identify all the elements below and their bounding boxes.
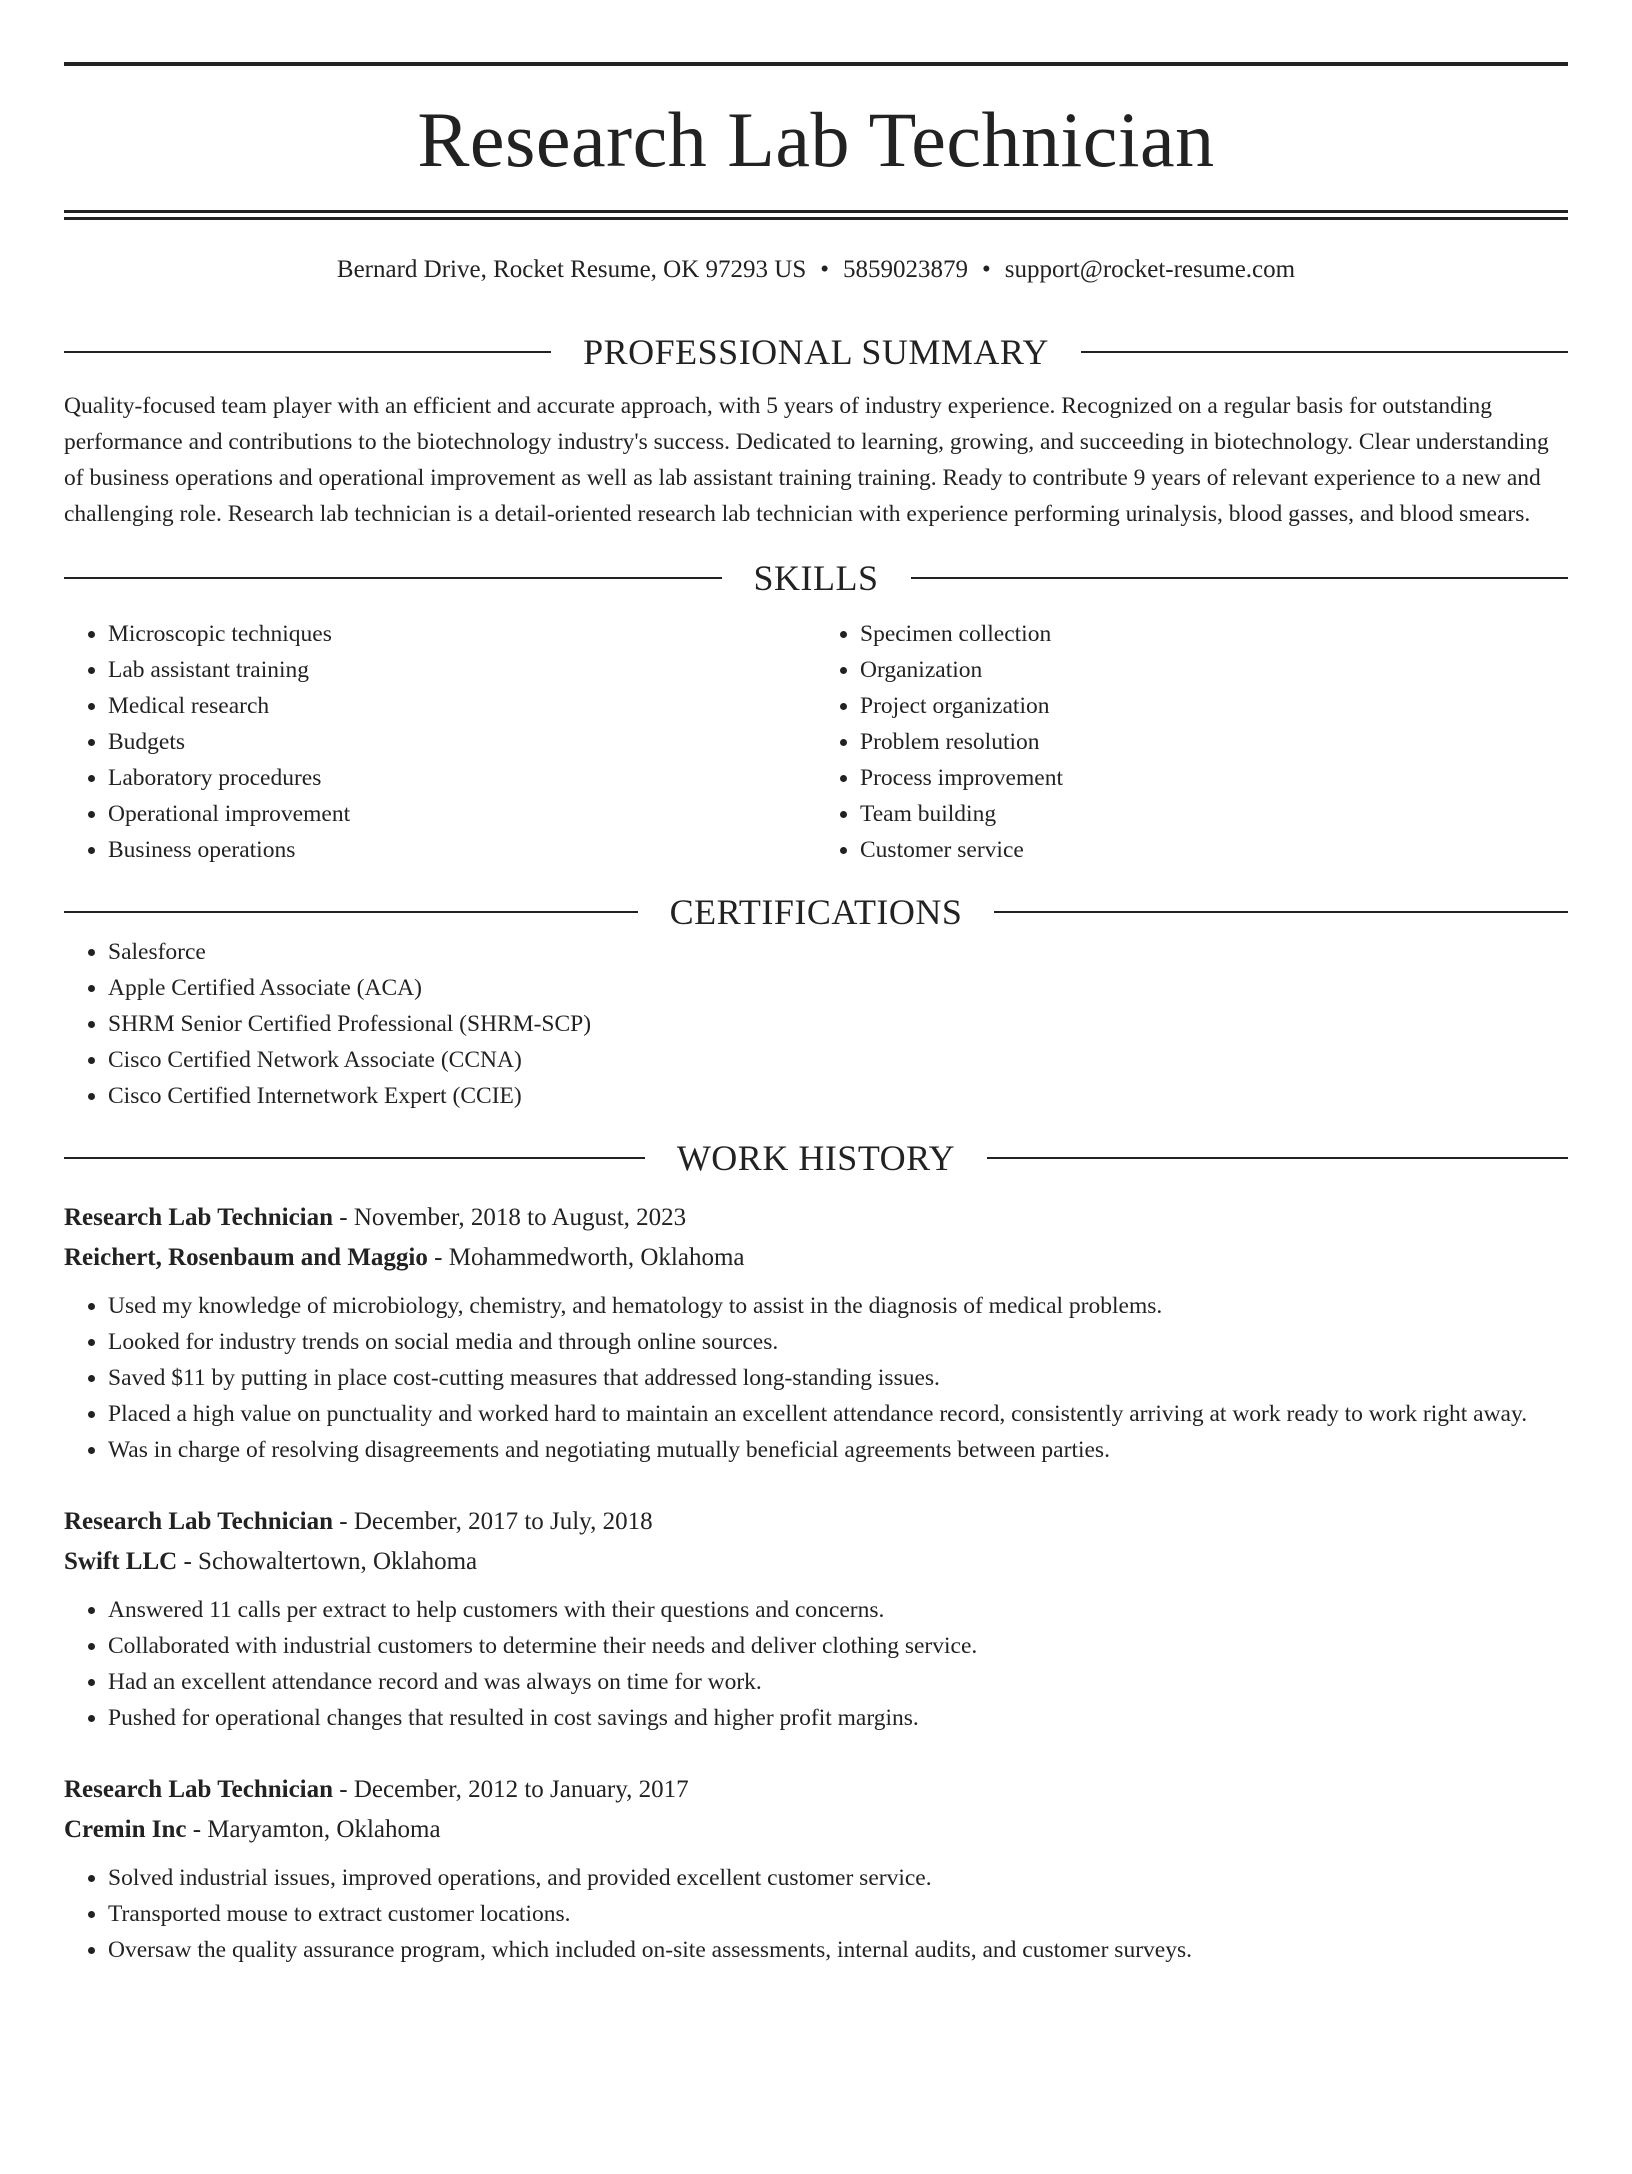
summary-section-heading [64, 330, 1568, 374]
contact-separator: • [820, 256, 830, 283]
job-bullet: • Transported mouse to extract customer locations. [108, 1896, 1568, 1932]
job-bullet: • Pushed for operational changes that resulted in cost savings and higher profit margins. [108, 1700, 1568, 1736]
skills-list-left [64, 616, 816, 868]
job-location: - Maryamton, Oklahoma [186, 1815, 441, 1843]
heading-rule-left [64, 1157, 645, 1159]
skill-item: • Specimen collection [860, 616, 1568, 652]
heading-rule-right [911, 577, 1569, 579]
job-title-line [64, 1770, 1568, 1810]
certification-item: • Cisco Certified Internetwork Expert (CCIE) [108, 1078, 1568, 1114]
job-dates: - November, 2018 to August, 2023 [333, 1203, 687, 1231]
job-company-line [64, 1238, 1568, 1278]
certification-item: • Apple Certified Associate (ACA) [108, 970, 1568, 1006]
contact-email: support@rocket-resume.com [1004, 256, 1296, 283]
skills-heading-label: SKILLS [753, 557, 879, 598]
job-company-line [64, 1810, 1568, 1850]
summary-text: Quality-focused team player with an efficient and accurate approach, with 5 years of industry experience. Recognized on a regular basis for outstanding performance and contributions to the biotechnology industry's success. Dedicated to learning, growing, and succeeding in biotechnology. Clear understanding of business operations and operational improvement as well as lab assistant training training. Ready to contribute 9 years of relevant experience to a new and challenging role. Research lab technician is a detail-oriented research lab technician with experience performing urinalysis, blood gasses, and blood smears. [64, 393, 1549, 527]
skills-list-right [816, 616, 1568, 868]
header-double-rule [64, 210, 1568, 220]
job-company: Reichert, Rosenbaum and Maggio [64, 1243, 428, 1271]
certifications-heading-label: CERTIFICATIONS [669, 891, 963, 932]
contact-separator: • [982, 256, 991, 283]
job-bullet: • Solved industrial issues, improved operations, and provided excellent customer service. [108, 1860, 1568, 1896]
skill-item: • Project organization [860, 688, 1568, 724]
skill-item: • Budgets [108, 724, 816, 760]
skill-item: • Lab assistant training [108, 652, 816, 688]
job-title-line [64, 1198, 1568, 1238]
job-company: Cremin Inc [64, 1815, 187, 1843]
job-bullet: • Used my knowledge of microbiology, chemistry, and hematology to assist in the diagnosis of medical problems. [108, 1288, 1568, 1324]
job-location: - Mohammedworth, Oklahoma [427, 1243, 745, 1271]
job-bullet: • Saved $11 by putting in place cost-cutting measures that addressed long-standing issues. [108, 1360, 1568, 1396]
heading-rule-right [1081, 351, 1568, 353]
job-title: Research Lab Technician [64, 1775, 334, 1803]
work-history-section-heading [64, 1136, 1568, 1180]
skill-item: • Operational improvement [108, 796, 816, 832]
job-bullets [64, 1860, 1568, 1968]
heading-rule-right [994, 911, 1568, 913]
skill-item: • Business operations [108, 832, 816, 868]
contact-line [64, 254, 1568, 286]
job-bullets [64, 1592, 1568, 1736]
skill-item: • Organization [860, 652, 1568, 688]
job-title: Research Lab Technician [64, 1203, 334, 1231]
heading-rule-left [64, 351, 551, 353]
job-bullet: • Looked for industry trends on social media and through online sources. [108, 1324, 1568, 1360]
contact-address: Bernard Drive, Rocket Resume, OK 97293 US [336, 256, 807, 283]
job-bullet: • Placed a high value on punctuality and worked hard to maintain an excellent attendance record, consistently arriving at work ready to work right away. [108, 1396, 1568, 1432]
skill-item: • Team building [860, 796, 1568, 832]
resume-page [0, 62, 1632, 2174]
job-bullet: • Collaborated with industrial customers to determine their needs and deliver clothing service. [108, 1628, 1568, 1664]
heading-rule-left [64, 577, 722, 579]
skill-item: • Process improvement [860, 760, 1568, 796]
job-title-line [64, 1502, 1568, 1542]
job-dates: - December, 2012 to January, 2017 [333, 1775, 689, 1803]
job-entry [64, 1502, 1568, 1736]
job-title: Research Lab Technician [64, 1507, 334, 1535]
skill-item: • Microscopic techniques [108, 616, 816, 652]
job-company: Swift LLC [64, 1547, 178, 1575]
resume-title: Research Lab Technician [417, 96, 1215, 183]
job-bullet: • Oversaw the quality assurance program, which included on-site assessments, internal audits, and customer surveys. [108, 1932, 1568, 1968]
job-bullet: • Was in charge of resolving disagreements and negotiating mutually beneficial agreements between parties. [108, 1432, 1568, 1468]
job-company-line [64, 1542, 1568, 1582]
skill-item: • Problem resolution [860, 724, 1568, 760]
skills-section-heading [64, 556, 1568, 600]
job-location: - Schowaltertown, Oklahoma [177, 1547, 478, 1575]
contact-phone: 5859023879 [843, 256, 969, 283]
job-entry [64, 1198, 1568, 1468]
header-top-rule [64, 62, 1568, 66]
work-history-heading-label: WORK HISTORY [676, 1137, 956, 1178]
heading-rule-right [987, 1157, 1568, 1159]
certifications-section-heading [64, 890, 1568, 934]
job-dates: - December, 2017 to July, 2018 [333, 1507, 653, 1535]
job-entry [64, 1770, 1568, 1968]
certification-item: • Cisco Certified Network Associate (CCNA) [108, 1042, 1568, 1078]
job-bullet: • Answered 11 calls per extract to help customers with their questions and concerns. [108, 1592, 1568, 1628]
certification-item: • Salesforce [108, 934, 1568, 970]
skill-item: • Medical research [108, 688, 816, 724]
skill-item: • Laboratory procedures [108, 760, 816, 796]
job-bullets [64, 1288, 1568, 1468]
skills-columns [64, 616, 1568, 868]
certification-item: • SHRM Senior Certified Professional (SHRM-SCP) [108, 1006, 1568, 1042]
job-bullet: • Had an excellent attendance record and was always on time for work. [108, 1664, 1568, 1700]
summary-heading-label: PROFESSIONAL SUMMARY [583, 332, 1049, 372]
heading-rule-left [64, 911, 638, 913]
skill-item: • Customer service [860, 832, 1568, 868]
certifications-list [64, 934, 1568, 1114]
